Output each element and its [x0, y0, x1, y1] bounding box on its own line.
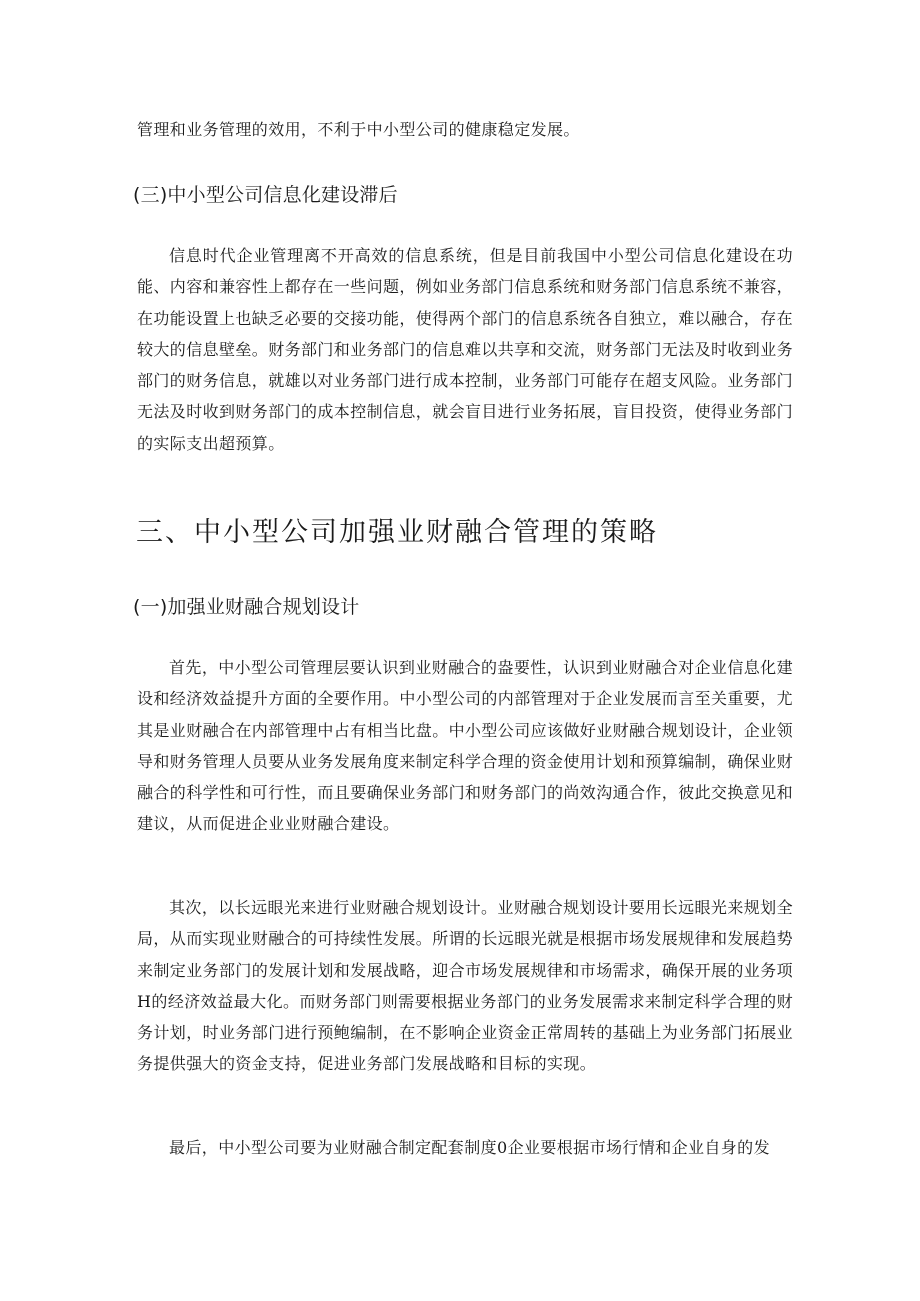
paragraph-continued: 管理和业务管理的效用，不利于中小型公司的健康稳定发展。 [137, 120, 580, 139]
subsection-heading-3: (三)中小型公司信息化建设滞后 [133, 184, 398, 206]
paragraph-last: 最后，中小型公司要为业财融合制定配套制度0企业要根据市场行情和企业自身的发 [169, 1138, 770, 1157]
paragraph-info-system: 信息时代企业管理离不开高效的信息系统，但是目前我国中小型公司信息化建设在功能、内容和兼容性上都存在一些问题，例如业务部门信息系统和财务部门信息系统不兼容，在功能设置上也缺乏必要的交接功能，使得两个部门的信息系统各自独立，难以融合，存在较大的信息壁垒。财务部门和业务部门的信息难以共享和交流，财务部门无法及时收到业务部门的财务信息，就雄以对业务部门进行成本控制，业务部门可能存在超支风险。业务部门无法及时收到财务部门的成本控制信息，就会盲目进行业务拓展，盲目投资，使得业务部门的实际支出超预算。 [137, 246, 794, 453]
paragraph-first: 首先，中小型公司管理层要认识到业财融合的盎要性，认识到业财融合对企业信息化建设和经济效益提升方面的全要作用。中小型公司的内部管理对于企业发展而言至关重要，尤其是业财融合在内部管理中占有相当比盘。中小型公司应该做好业财融合规划设计，企业领导和财务管理人员要从业务发展角度来制定科学合理的资金使用计划和预算编制，确保业财融合的科学性和可行性，而且要确保业务部门和财务部门的尚效沟通合作，彼此交换意见和建议，从而促进企业业财融合建设。 [137, 658, 794, 834]
subsection-heading-1: (一)加强业财融合规划设计 [133, 596, 360, 618]
paragraph-second: 其次，以长远眼光来进行业财融合规划设计。业财融合规划设计要用长远眼光来规划全局，从而实现业财融合的可持续性发展。所谓的长远眼光就是根据市场发展规律和发展趋势来制定业务部门的发展计划和发展战略，迎合市场发展规律和市场需求，确保开展的业务项H的经济效益最大化。而财务部门则需要根据业务部门的业务发展需求来制定科学合理的财务计划，时业务部门进行预鲍编制，在不影响企业资金正常周转的基础上为业务部门拓展业务提供强大的资金支持，促进业务部门发展战略和目标的实现。 [137, 898, 794, 1074]
section-heading: 三、中小型公司加强业财融合管理的策略 [136, 517, 658, 548]
